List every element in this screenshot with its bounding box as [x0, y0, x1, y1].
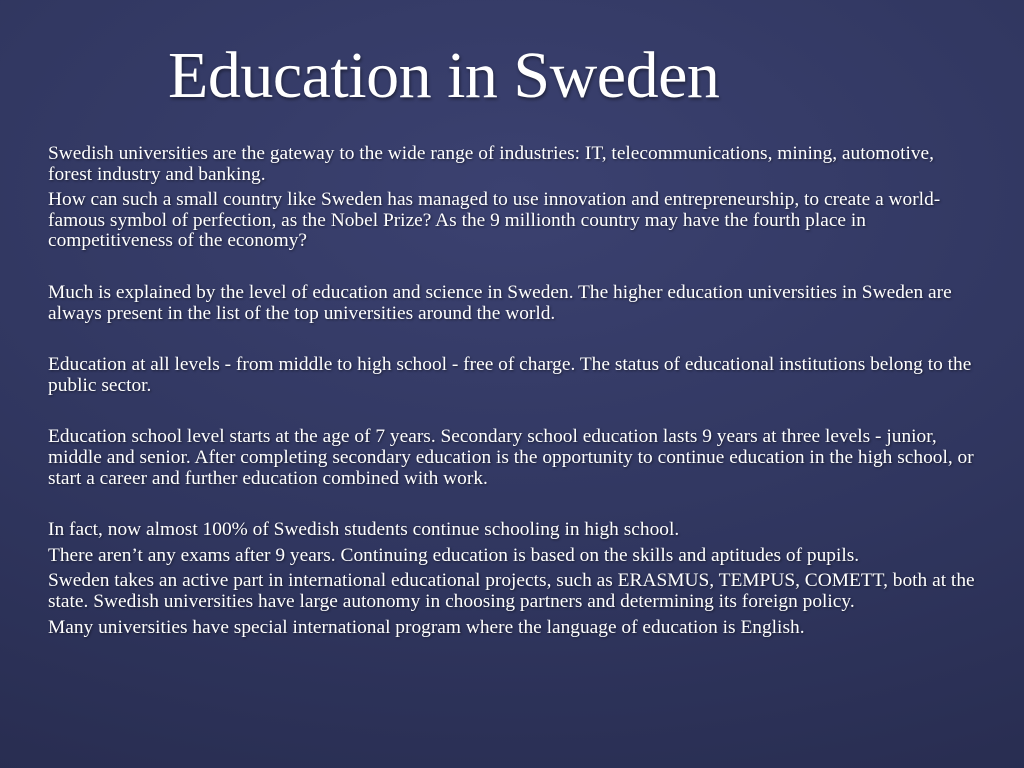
- slide-title: Education in Sweden: [168, 39, 720, 112]
- slide-body: [48, 144, 978, 638]
- paragraph-industries: Swedish universities are the gateway to the wide range of industries: IT, telecommunications, mining, automotive, forest industry and banking.: [48, 143, 935, 185]
- paragraph-free-education: Education at all levels - from middle to high school - free of charge. The status of educational institutions belong to the public sector.: [48, 354, 972, 396]
- paragraph-innovation: How can such a small country like Sweden has managed to use innovation and entrepreneurship, to create a world-famous symbol of perfection, as the Nobel Prize? As the 9 millionth country may have the fourth place in competitiveness of the economy?: [48, 189, 941, 252]
- paragraph-high-school: In fact, now almost 100% of Swedish students continue schooling in high school.: [48, 519, 680, 541]
- paragraph-exams: There aren’t any exams after 9 years. Continuing education is based on the skills and aptitudes of pupils.: [48, 544, 860, 566]
- paragraph-school-levels: Education school level starts at the age of 7 years. Secondary school education lasts 9 years at three levels - junior, middle and senior. After completing secondary education is the opportunity to continue education in the high school, or start a career and further education combined with work.: [48, 426, 974, 489]
- paragraph-education-science: Much is explained by the level of education and science in Sweden. The higher education universities in Sweden are always present in the list of the top universities around the world.: [48, 281, 952, 324]
- paragraph-international-projects: Sweden takes an active part in international educational projects, such as ERASMUS, TEMPUS, COMETT, both at the state. Swedish universities have large autonomy in choosing partners and determining its foreign policy.: [48, 570, 975, 612]
- paragraph-english-programs: Many universities have special international program where the language of education is English.: [48, 616, 805, 638]
